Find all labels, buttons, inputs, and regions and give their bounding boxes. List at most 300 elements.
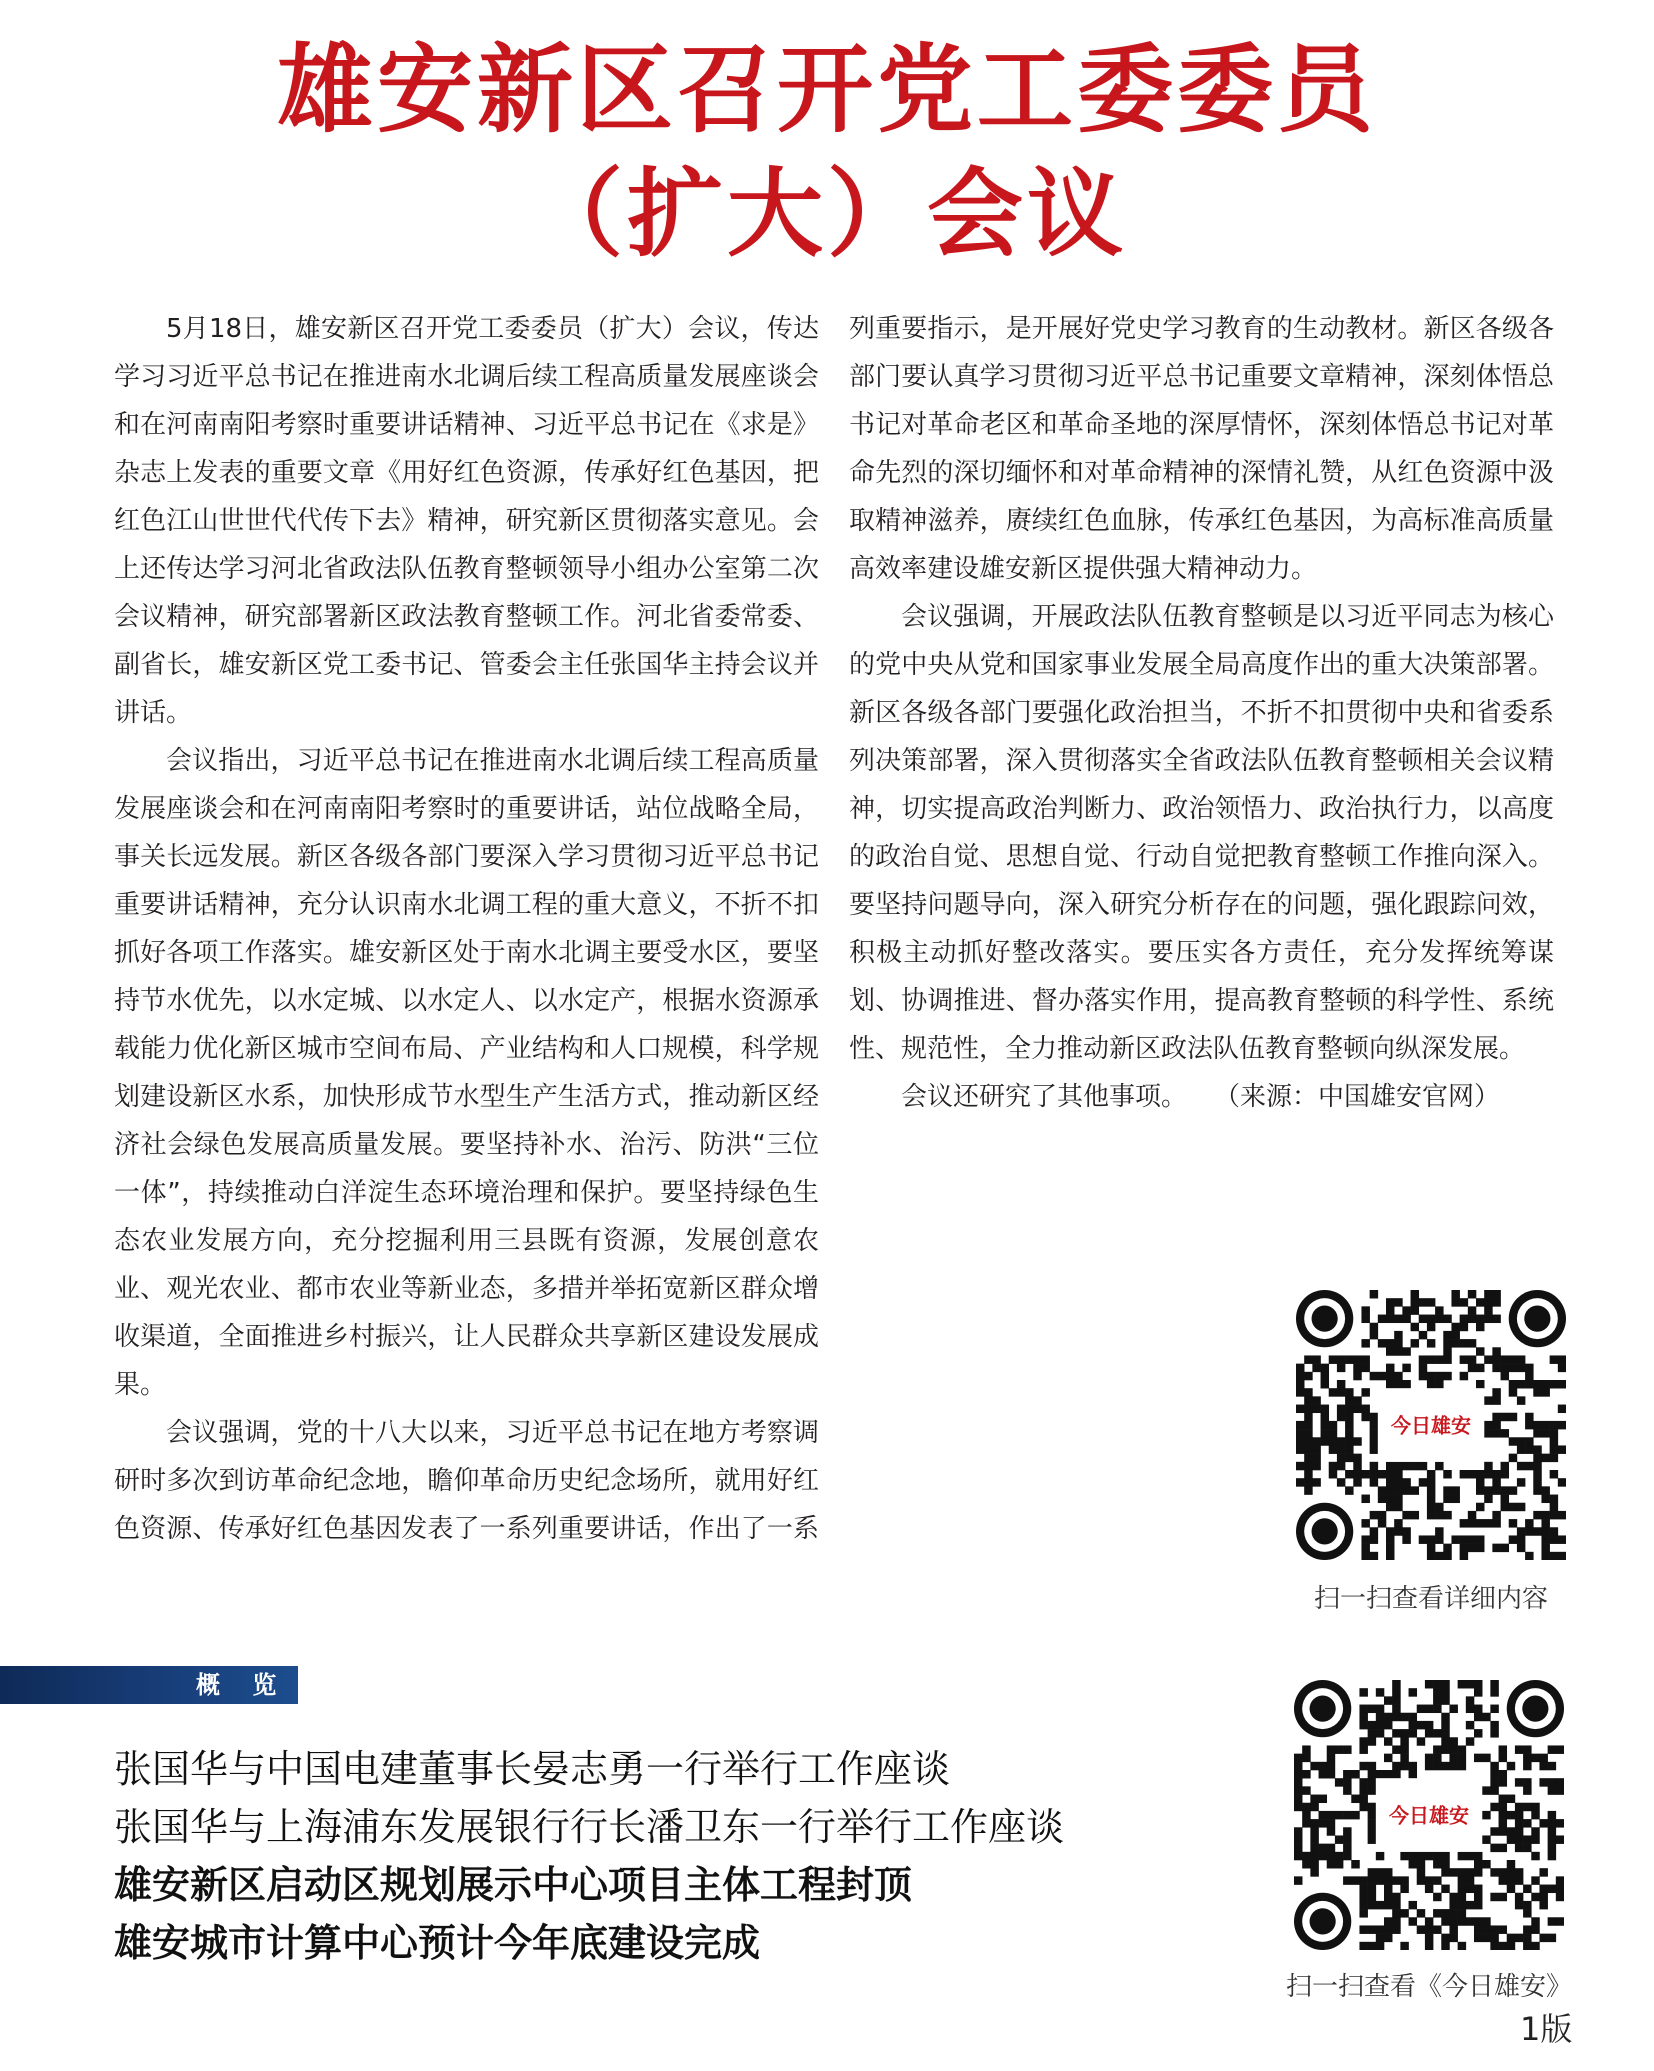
qr-module [1474, 1705, 1482, 1713]
qr-module [1384, 1754, 1392, 1762]
qr-module [1392, 1770, 1400, 1778]
qr-module [1476, 1323, 1484, 1331]
qr-module [1345, 1355, 1353, 1363]
qr-module [1443, 1486, 1451, 1494]
qr-module [1384, 1925, 1392, 1933]
qr-module [1541, 1486, 1549, 1494]
qr-module [1427, 1372, 1435, 1380]
qr-module [1392, 1925, 1400, 1933]
overview-item[interactable]: 雄安新区启动区规划展示中心项目主体工程封顶 [114, 1863, 913, 1907]
qr-module [1509, 1355, 1517, 1363]
qr-module [1449, 1893, 1457, 1901]
qr-module [1441, 1688, 1449, 1696]
qr-module [1523, 1745, 1531, 1753]
qr-module [1484, 1470, 1492, 1478]
qr-module [1490, 1680, 1498, 1688]
qr-module [1443, 1511, 1451, 1519]
qr-module [1541, 1535, 1549, 1543]
qr-module [1337, 1437, 1345, 1445]
qr-module [1523, 1786, 1531, 1794]
qr-module [1409, 1713, 1417, 1721]
qr-module [1353, 1364, 1361, 1372]
qr-module [1466, 1885, 1474, 1893]
qr-module [1541, 1388, 1549, 1396]
qr-module [1476, 1347, 1484, 1355]
qr-module [1550, 1454, 1558, 1462]
qr-module [1460, 1372, 1468, 1380]
qr-module [1402, 1315, 1410, 1323]
qr-module [1343, 1770, 1351, 1778]
qr-module [1509, 1437, 1517, 1445]
qr-module [1400, 1852, 1408, 1860]
qr-module [1558, 1511, 1566, 1519]
qr-module [1541, 1380, 1549, 1388]
qr-module [1384, 1721, 1392, 1729]
qr-module [1384, 1893, 1392, 1901]
qr-module [1441, 1745, 1449, 1753]
qr-module [1482, 1917, 1490, 1925]
qr-module [1368, 1721, 1376, 1729]
qr-module [1482, 1925, 1490, 1933]
qr-module [1468, 1364, 1476, 1372]
qr-module [1376, 1688, 1384, 1696]
qr-module [1411, 1323, 1419, 1331]
qr-module [1468, 1511, 1476, 1519]
page-number: 1版 [1520, 2010, 1573, 2048]
qr-module [1304, 1421, 1312, 1429]
qr-module [1376, 1876, 1384, 1884]
qr-module [1499, 1811, 1507, 1819]
qr-module [1466, 1917, 1474, 1925]
qr-module [1474, 1688, 1482, 1696]
qr-module [1425, 1754, 1433, 1762]
qr-module [1392, 1705, 1400, 1713]
qr-module [1384, 1934, 1392, 1942]
qr-module [1468, 1519, 1476, 1527]
qr-module [1443, 1355, 1451, 1363]
qr-module [1466, 1852, 1474, 1860]
qr-module [1327, 1762, 1335, 1770]
qr-module [1517, 1544, 1525, 1552]
qr-module [1435, 1306, 1443, 1314]
qr-module [1370, 1429, 1378, 1437]
qr-module [1304, 1445, 1312, 1453]
qr-module [1425, 1729, 1433, 1737]
qr-module [1304, 1413, 1312, 1421]
qr-module [1474, 1917, 1482, 1925]
qr-module [1484, 1315, 1492, 1323]
qr-module [1353, 1437, 1361, 1445]
qr-module [1368, 1835, 1376, 1843]
qr-module [1304, 1429, 1312, 1437]
qr-module [1353, 1372, 1361, 1380]
qr-module [1319, 1811, 1327, 1819]
qr-module [1499, 1942, 1507, 1950]
qr-module [1499, 1770, 1507, 1778]
qr-module [1433, 1754, 1441, 1762]
qr-module [1376, 1934, 1384, 1942]
qr-module [1386, 1495, 1394, 1503]
qr-module [1319, 1852, 1327, 1860]
qr-module [1409, 1852, 1417, 1860]
qr-module [1515, 1868, 1523, 1876]
qr-module [1515, 1876, 1523, 1884]
qr-module [1392, 1729, 1400, 1737]
qr-module [1376, 1705, 1384, 1713]
qr-module [1492, 1396, 1500, 1404]
qr-module [1392, 1713, 1400, 1721]
qr-module [1411, 1462, 1419, 1470]
qr-module [1427, 1495, 1435, 1503]
qr-module [1302, 1811, 1310, 1819]
qr-module [1402, 1486, 1410, 1494]
qr-module [1515, 1844, 1523, 1852]
qr-module [1466, 1737, 1474, 1745]
qr-module [1359, 1721, 1367, 1729]
qr-module [1294, 1835, 1302, 1843]
qr-module [1386, 1380, 1394, 1388]
qr-module [1523, 1754, 1531, 1762]
qr-module [1515, 1778, 1523, 1786]
qr-module [1492, 1364, 1500, 1372]
qr-module [1343, 1876, 1351, 1884]
qr-module [1449, 1917, 1457, 1925]
qr-module [1302, 1819, 1310, 1827]
qr-module [1319, 1770, 1327, 1778]
qr-module [1433, 1680, 1441, 1688]
qr-module [1548, 1778, 1556, 1786]
qr-module [1304, 1388, 1312, 1396]
qr-module [1351, 1811, 1359, 1819]
qr-module [1304, 1437, 1312, 1445]
qr-module [1294, 1778, 1302, 1786]
qr-module [1443, 1331, 1451, 1339]
qr-module [1394, 1486, 1402, 1494]
qr-module [1507, 1795, 1515, 1803]
qr-module [1353, 1462, 1361, 1470]
qr-module [1523, 1942, 1531, 1950]
qr-module [1476, 1315, 1484, 1323]
qr-module [1427, 1535, 1435, 1543]
qr-module [1294, 1827, 1302, 1835]
qr-module [1409, 1721, 1417, 1729]
qr-module [1468, 1544, 1476, 1552]
qr-module [1531, 1942, 1539, 1950]
qr-module [1294, 1852, 1302, 1860]
qr-module [1319, 1844, 1327, 1852]
qr-module [1531, 1917, 1539, 1925]
qr-module [1327, 1852, 1335, 1860]
qr-module [1558, 1421, 1566, 1429]
article-paragraph: 会议指出，习近平总书记在推进南水北调后续工程高质量发展座谈会和在河南南阳考察时的重要讲话，站位战略全局，事关长远发展。新区各级各部门要深入学习贯彻习近平总书记重要讲话精神，充分认识南水北调工程的重大意义，不折不扣抓好各项工作落实。雄安新区处于南水北调主要受水区，要坚持节水优先，以水定城、以水定人、以水定产，根据水资源承载能力优化新区城市空间布局、产业结构和人口规模，科学规划建设新区水系，加快形成节水型生产生活方式，推动新区经济社会绿色发展高质量发展。要坚持补水、治污、防洪“三位一体”，持续推动白洋淀生态环境治理和保护。要坚持绿色生态农业发展方向，充分挖掘利用三县既有资源，发展创意农业、观光农业、都市农业等新业态，多措并举拓宽新区群众增收渠道，全面推进乡村振兴，让人民群众共享新区建设发展成果。 [114, 746, 819, 1400]
qr-module [1394, 1298, 1402, 1306]
qr-module [1509, 1503, 1517, 1511]
qr-module [1443, 1315, 1451, 1323]
qr-module [1490, 1803, 1498, 1811]
qr-module [1361, 1552, 1369, 1560]
qr-module [1539, 1893, 1547, 1901]
qr-module [1458, 1876, 1466, 1884]
qr-module [1368, 1786, 1376, 1794]
qr-module [1476, 1486, 1484, 1494]
qr-module [1425, 1762, 1433, 1770]
qr-module [1310, 1852, 1318, 1860]
qr-module [1507, 1934, 1515, 1942]
qr-center-label: 今日雄安 [1389, 1803, 1469, 1828]
qr-module [1443, 1470, 1451, 1478]
qr-module [1370, 1478, 1378, 1486]
qr-module [1484, 1486, 1492, 1494]
overview-item[interactable]: 张国华与中国电建董事长晏志勇一行举行工作座谈 [114, 1747, 951, 1791]
qr-module [1359, 1803, 1367, 1811]
qr-module [1392, 1909, 1400, 1917]
qr-module [1370, 1421, 1378, 1429]
qr-module [1337, 1413, 1345, 1421]
qr-module [1304, 1405, 1312, 1413]
qr-module [1368, 1901, 1376, 1909]
qr-module [1492, 1388, 1500, 1396]
qr-module [1460, 1339, 1468, 1347]
qr-module [1441, 1737, 1449, 1745]
qr-module [1509, 1364, 1517, 1372]
qr-module [1427, 1478, 1435, 1486]
qr-module [1361, 1413, 1369, 1421]
qr-module [1484, 1290, 1492, 1298]
qr-module [1556, 1893, 1564, 1901]
qr-module [1509, 1486, 1517, 1494]
qr-module [1417, 1860, 1425, 1868]
qr-module [1337, 1364, 1345, 1372]
qr-code-graphic [1296, 1290, 1566, 1560]
qr-module [1539, 1934, 1547, 1942]
qr-module [1417, 1852, 1425, 1860]
qr-module [1368, 1868, 1376, 1876]
qr-module [1370, 1372, 1378, 1380]
qr-module [1359, 1885, 1367, 1893]
qr-module [1343, 1786, 1351, 1794]
qr-module [1490, 1762, 1498, 1770]
qr-module [1499, 1893, 1507, 1901]
qr-module [1329, 1470, 1337, 1478]
qr-module [1361, 1306, 1369, 1314]
qr-module [1490, 1934, 1498, 1942]
qr-module [1499, 1844, 1507, 1852]
qr-module [1392, 1696, 1400, 1704]
qr-module [1319, 1762, 1327, 1770]
qr-module [1368, 1737, 1376, 1745]
qr-module [1515, 1901, 1523, 1909]
qr-module [1449, 1762, 1457, 1770]
qr-module [1458, 1754, 1466, 1762]
qr-module [1517, 1503, 1525, 1511]
qr-module [1523, 1762, 1531, 1770]
qr-module [1361, 1495, 1369, 1503]
qr-module [1515, 1803, 1523, 1811]
qr-module [1419, 1535, 1427, 1543]
qr-module [1312, 1462, 1320, 1470]
qr-module [1294, 1762, 1302, 1770]
qr-module [1533, 1478, 1541, 1486]
qr-module [1523, 1778, 1531, 1786]
qr-module [1302, 1770, 1310, 1778]
qr-module [1402, 1527, 1410, 1535]
qr-module [1435, 1355, 1443, 1363]
qr-module [1359, 1745, 1367, 1753]
qr-module [1337, 1380, 1345, 1388]
qr-module [1376, 1942, 1384, 1950]
qr-caption-detail: 扫一扫查看详细内容 [1313, 1584, 1548, 1614]
qr-module [1345, 1396, 1353, 1404]
qr-module [1402, 1364, 1410, 1372]
qr-module [1411, 1298, 1419, 1306]
qr-module [1319, 1795, 1327, 1803]
qr-module [1548, 1934, 1556, 1942]
qr-module [1425, 1721, 1433, 1729]
qr-module [1425, 1925, 1433, 1933]
qr-module [1501, 1372, 1509, 1380]
qr-module [1523, 1835, 1531, 1843]
qr-module [1384, 1696, 1392, 1704]
qr-module [1361, 1364, 1369, 1372]
qr-module [1523, 1901, 1531, 1909]
overview-item[interactable]: 张国华与上海浦东发展银行行长潘卫东一行举行工作座谈 [114, 1805, 1065, 1849]
qr-module [1386, 1544, 1394, 1552]
qr-module [1548, 1827, 1556, 1835]
qr-module [1337, 1462, 1345, 1470]
qr-module [1386, 1503, 1394, 1511]
qr-module [1384, 1917, 1392, 1925]
qr-code-newspaper[interactable] [1294, 1680, 1564, 1950]
qr-module [1492, 1355, 1500, 1363]
qr-module [1384, 1901, 1392, 1909]
qr-module [1476, 1364, 1484, 1372]
qr-module [1460, 1552, 1468, 1560]
qr-module [1501, 1470, 1509, 1478]
qr-module [1484, 1298, 1492, 1306]
qr-module [1376, 1770, 1384, 1778]
qr-module [1402, 1462, 1410, 1470]
qr-module [1443, 1495, 1451, 1503]
qr-module [1359, 1737, 1367, 1745]
qr-module [1490, 1868, 1498, 1876]
qr-module [1556, 1819, 1564, 1827]
qr-module [1394, 1339, 1402, 1347]
qr-module [1368, 1770, 1376, 1778]
qr-module [1482, 1713, 1490, 1721]
qr-module [1490, 1827, 1498, 1835]
qr-module [1482, 1934, 1490, 1942]
qr-module [1400, 1754, 1408, 1762]
qr-module [1368, 1942, 1376, 1950]
qr-module [1427, 1355, 1435, 1363]
qr-module [1345, 1470, 1353, 1478]
qr-module [1558, 1445, 1566, 1453]
qr-module [1296, 1462, 1304, 1470]
qr-module [1492, 1429, 1500, 1437]
qr-module [1327, 1754, 1335, 1762]
qr-module [1550, 1355, 1558, 1363]
qr-module [1482, 1835, 1490, 1843]
qr-module [1525, 1421, 1533, 1429]
article-source: （来源：中国雄安官网） [1227, 1082, 1501, 1112]
overview-item[interactable]: 雄安城市计算中心预计今年底建设完成 [114, 1921, 761, 1965]
qr-module [1476, 1535, 1484, 1543]
qr-module [1433, 1729, 1441, 1737]
qr-module [1492, 1478, 1500, 1486]
qr-module [1378, 1339, 1386, 1347]
qr-module [1501, 1495, 1509, 1503]
qr-module [1337, 1405, 1345, 1413]
qr-module [1370, 1323, 1378, 1331]
qr-module [1499, 1745, 1507, 1753]
qr-module [1533, 1486, 1541, 1494]
qr-module [1548, 1917, 1556, 1925]
qr-module [1484, 1306, 1492, 1314]
qr-module [1345, 1454, 1353, 1462]
qr-module [1484, 1355, 1492, 1363]
qr-module [1327, 1844, 1335, 1852]
qr-module [1335, 1745, 1343, 1753]
qr-module [1509, 1380, 1517, 1388]
qr-module [1433, 1893, 1441, 1901]
qr-module [1441, 1909, 1449, 1917]
qr-module [1525, 1380, 1533, 1388]
qr-module [1458, 1893, 1466, 1901]
qr-module [1468, 1306, 1476, 1314]
qr-module [1550, 1429, 1558, 1437]
qr-module [1392, 1745, 1400, 1753]
qr-module [1394, 1331, 1402, 1339]
qr-module [1386, 1478, 1394, 1486]
qr-module [1370, 1445, 1378, 1453]
qr-module [1507, 1860, 1515, 1868]
qr-module [1449, 1754, 1457, 1762]
qr-module [1370, 1290, 1378, 1298]
qr-module [1492, 1413, 1500, 1421]
qr-module [1539, 1819, 1547, 1827]
qr-module [1359, 1925, 1367, 1933]
qr-module [1458, 1868, 1466, 1876]
qr-module [1523, 1819, 1531, 1827]
qr-code-detail[interactable] [1296, 1290, 1566, 1560]
qr-module [1409, 1860, 1417, 1868]
qr-module [1386, 1364, 1394, 1372]
qr-module [1345, 1437, 1353, 1445]
qr-module [1451, 1495, 1459, 1503]
qr-module [1411, 1339, 1419, 1347]
qr-module [1517, 1396, 1525, 1404]
qr-module [1435, 1535, 1443, 1543]
qr-module [1558, 1535, 1566, 1543]
qr-module [1361, 1470, 1369, 1478]
qr-module [1449, 1901, 1457, 1909]
qr-module [1361, 1315, 1369, 1323]
qr-module [1531, 1803, 1539, 1811]
qr-module [1321, 1437, 1329, 1445]
qr-module [1386, 1339, 1394, 1347]
qr-module [1558, 1355, 1566, 1363]
qr-module [1400, 1737, 1408, 1745]
qr-module [1384, 1876, 1392, 1884]
qr-module [1394, 1372, 1402, 1380]
qr-module [1541, 1552, 1549, 1560]
qr-module [1425, 1705, 1433, 1713]
qr-module [1443, 1347, 1451, 1355]
qr-module [1550, 1527, 1558, 1535]
qr-module [1533, 1511, 1541, 1519]
qr-module [1541, 1511, 1549, 1519]
qr-module [1550, 1437, 1558, 1445]
